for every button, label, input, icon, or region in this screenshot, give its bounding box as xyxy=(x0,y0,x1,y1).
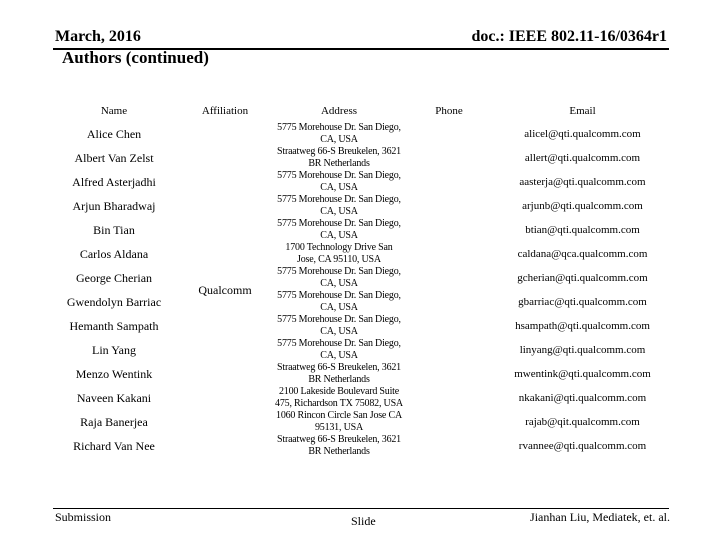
author-email: rajab@qit.qualcomm.com xyxy=(525,416,640,428)
table-row xyxy=(53,170,670,194)
author-name: Alfred Asterjadhi xyxy=(72,174,156,189)
author-address: 5775 Morehouse Dr. San Diego, CA, USA xyxy=(277,194,401,217)
author-email: rvannee@qti.qualcomm.com xyxy=(518,440,647,452)
author-name: Lin Yang xyxy=(91,342,136,357)
author-name: Hemanth Sampath xyxy=(69,318,159,333)
author-phone xyxy=(403,362,495,386)
author-address: 1700 Technology Drive San Jose, CA 95110, USA xyxy=(285,242,393,265)
author-address: Straatweg 66-S Breukelen, 3621 BR Netherlands xyxy=(277,434,401,457)
author-address: 5775 Morehouse Dr. San Diego, CA, USA xyxy=(277,314,401,337)
footer-submission: Submission xyxy=(55,510,112,524)
table-row xyxy=(53,122,670,146)
authors-table xyxy=(53,100,670,458)
column-header-email: Email xyxy=(569,105,596,117)
author-name: Menzo Wentink xyxy=(75,366,153,381)
author-phone xyxy=(403,434,495,458)
author-phone xyxy=(403,386,495,410)
table-row xyxy=(53,362,670,386)
table-row xyxy=(53,218,670,242)
author-phone xyxy=(403,242,495,266)
author-phone xyxy=(403,194,495,218)
author-address: 5775 Morehouse Dr. San Diego, CA, USA xyxy=(277,218,401,241)
author-address: 5775 Morehouse Dr. San Diego, CA, USA xyxy=(277,170,401,193)
footer-slide: Slide xyxy=(351,514,376,528)
author-email: allert@qti.qualcomm.com xyxy=(524,152,641,164)
authors-table-body xyxy=(53,122,670,458)
author-address: Straatweg 66-S Breukelen, 3621 BR Netherlands xyxy=(277,146,401,169)
table-row xyxy=(53,290,670,314)
column-header-affiliation: Affiliation xyxy=(201,105,249,117)
header-doc-id: doc.: IEEE 802.11-16/0364r1 xyxy=(471,28,667,45)
header-date: March, 2016 xyxy=(55,28,141,45)
author-phone xyxy=(403,410,495,434)
author-email: gcherian@qti.qualcomm.com xyxy=(517,272,648,284)
author-name: Gwendolyn Barriac xyxy=(66,294,162,309)
author-email: btian@qti.qualcomm.com xyxy=(525,224,640,236)
author-email: nkakani@qti.qualcomm.com xyxy=(518,392,647,404)
author-email: alicel@qti.qualcomm.com xyxy=(524,128,641,140)
author-email: linyang@qti.qualcomm.com xyxy=(519,344,646,356)
footer-rule xyxy=(53,508,669,509)
author-phone xyxy=(403,314,495,338)
author-name: Raja Banerjea xyxy=(80,414,148,429)
author-affiliation: Qualcomm xyxy=(198,282,252,297)
author-phone xyxy=(403,170,495,194)
author-phone xyxy=(403,218,495,242)
author-phone xyxy=(403,146,495,170)
table-row xyxy=(53,266,670,290)
column-header-address: Address xyxy=(320,105,358,117)
author-name: George Cherian xyxy=(75,270,153,285)
table-row xyxy=(53,146,670,170)
author-name: Naveen Kakani xyxy=(76,390,152,405)
column-header-phone: Phone xyxy=(435,105,463,117)
table-row xyxy=(53,242,670,266)
author-name: Carlos Aldana xyxy=(79,246,149,261)
author-address: 5775 Morehouse Dr. San Diego, CA, USA xyxy=(277,338,401,361)
table-row xyxy=(53,434,670,458)
page-title: Authors (continued) xyxy=(62,48,209,67)
author-email: gbarriac@qti.qualcomm.com xyxy=(518,296,647,308)
author-phone xyxy=(403,122,495,146)
author-name: Richard Van Nee xyxy=(73,438,155,453)
author-name: Alice Chen xyxy=(86,126,142,141)
table-row xyxy=(53,194,670,218)
author-email: mwentink@qti.qualcomm.com xyxy=(514,368,651,380)
table-row xyxy=(53,386,670,410)
author-name: Bin Tian xyxy=(93,222,135,237)
author-email: arjunb@qti.qualcomm.com xyxy=(522,200,643,212)
footer-authors: Jianhan Liu, Mediatek, et. al. xyxy=(530,510,670,524)
author-name: Arjun Bharadwaj xyxy=(72,198,156,213)
table-row xyxy=(53,314,670,338)
column-header-name: Name xyxy=(100,105,128,117)
author-email: aasterja@qti.qualcomm.com xyxy=(519,176,646,188)
author-email: hsampath@qti.qualcomm.com xyxy=(515,320,650,332)
author-address: Straatweg 66-S Breukelen, 3621 BR Netherlands xyxy=(277,362,401,385)
author-name: Albert Van Zelst xyxy=(74,150,154,165)
author-address: 5775 Morehouse Dr. San Diego, CA, USA xyxy=(277,122,401,145)
table-row xyxy=(53,338,670,362)
author-address: 2100 Lakeside Boulevard Suite 475, Richardson TX 75082, USA xyxy=(275,386,403,409)
author-email: caldana@qca.qualcomm.com xyxy=(517,248,648,260)
author-address: 1060 Rincon Circle San Jose CA 95131, USA xyxy=(276,410,402,433)
author-phone xyxy=(403,266,495,290)
table-row xyxy=(53,410,670,434)
author-phone xyxy=(403,338,495,362)
author-address: 5775 Morehouse Dr. San Diego, CA, USA xyxy=(277,290,401,313)
table-header-row xyxy=(53,100,670,122)
author-address: 5775 Morehouse Dr. San Diego, CA, USA xyxy=(277,266,401,289)
author-phone xyxy=(403,290,495,314)
